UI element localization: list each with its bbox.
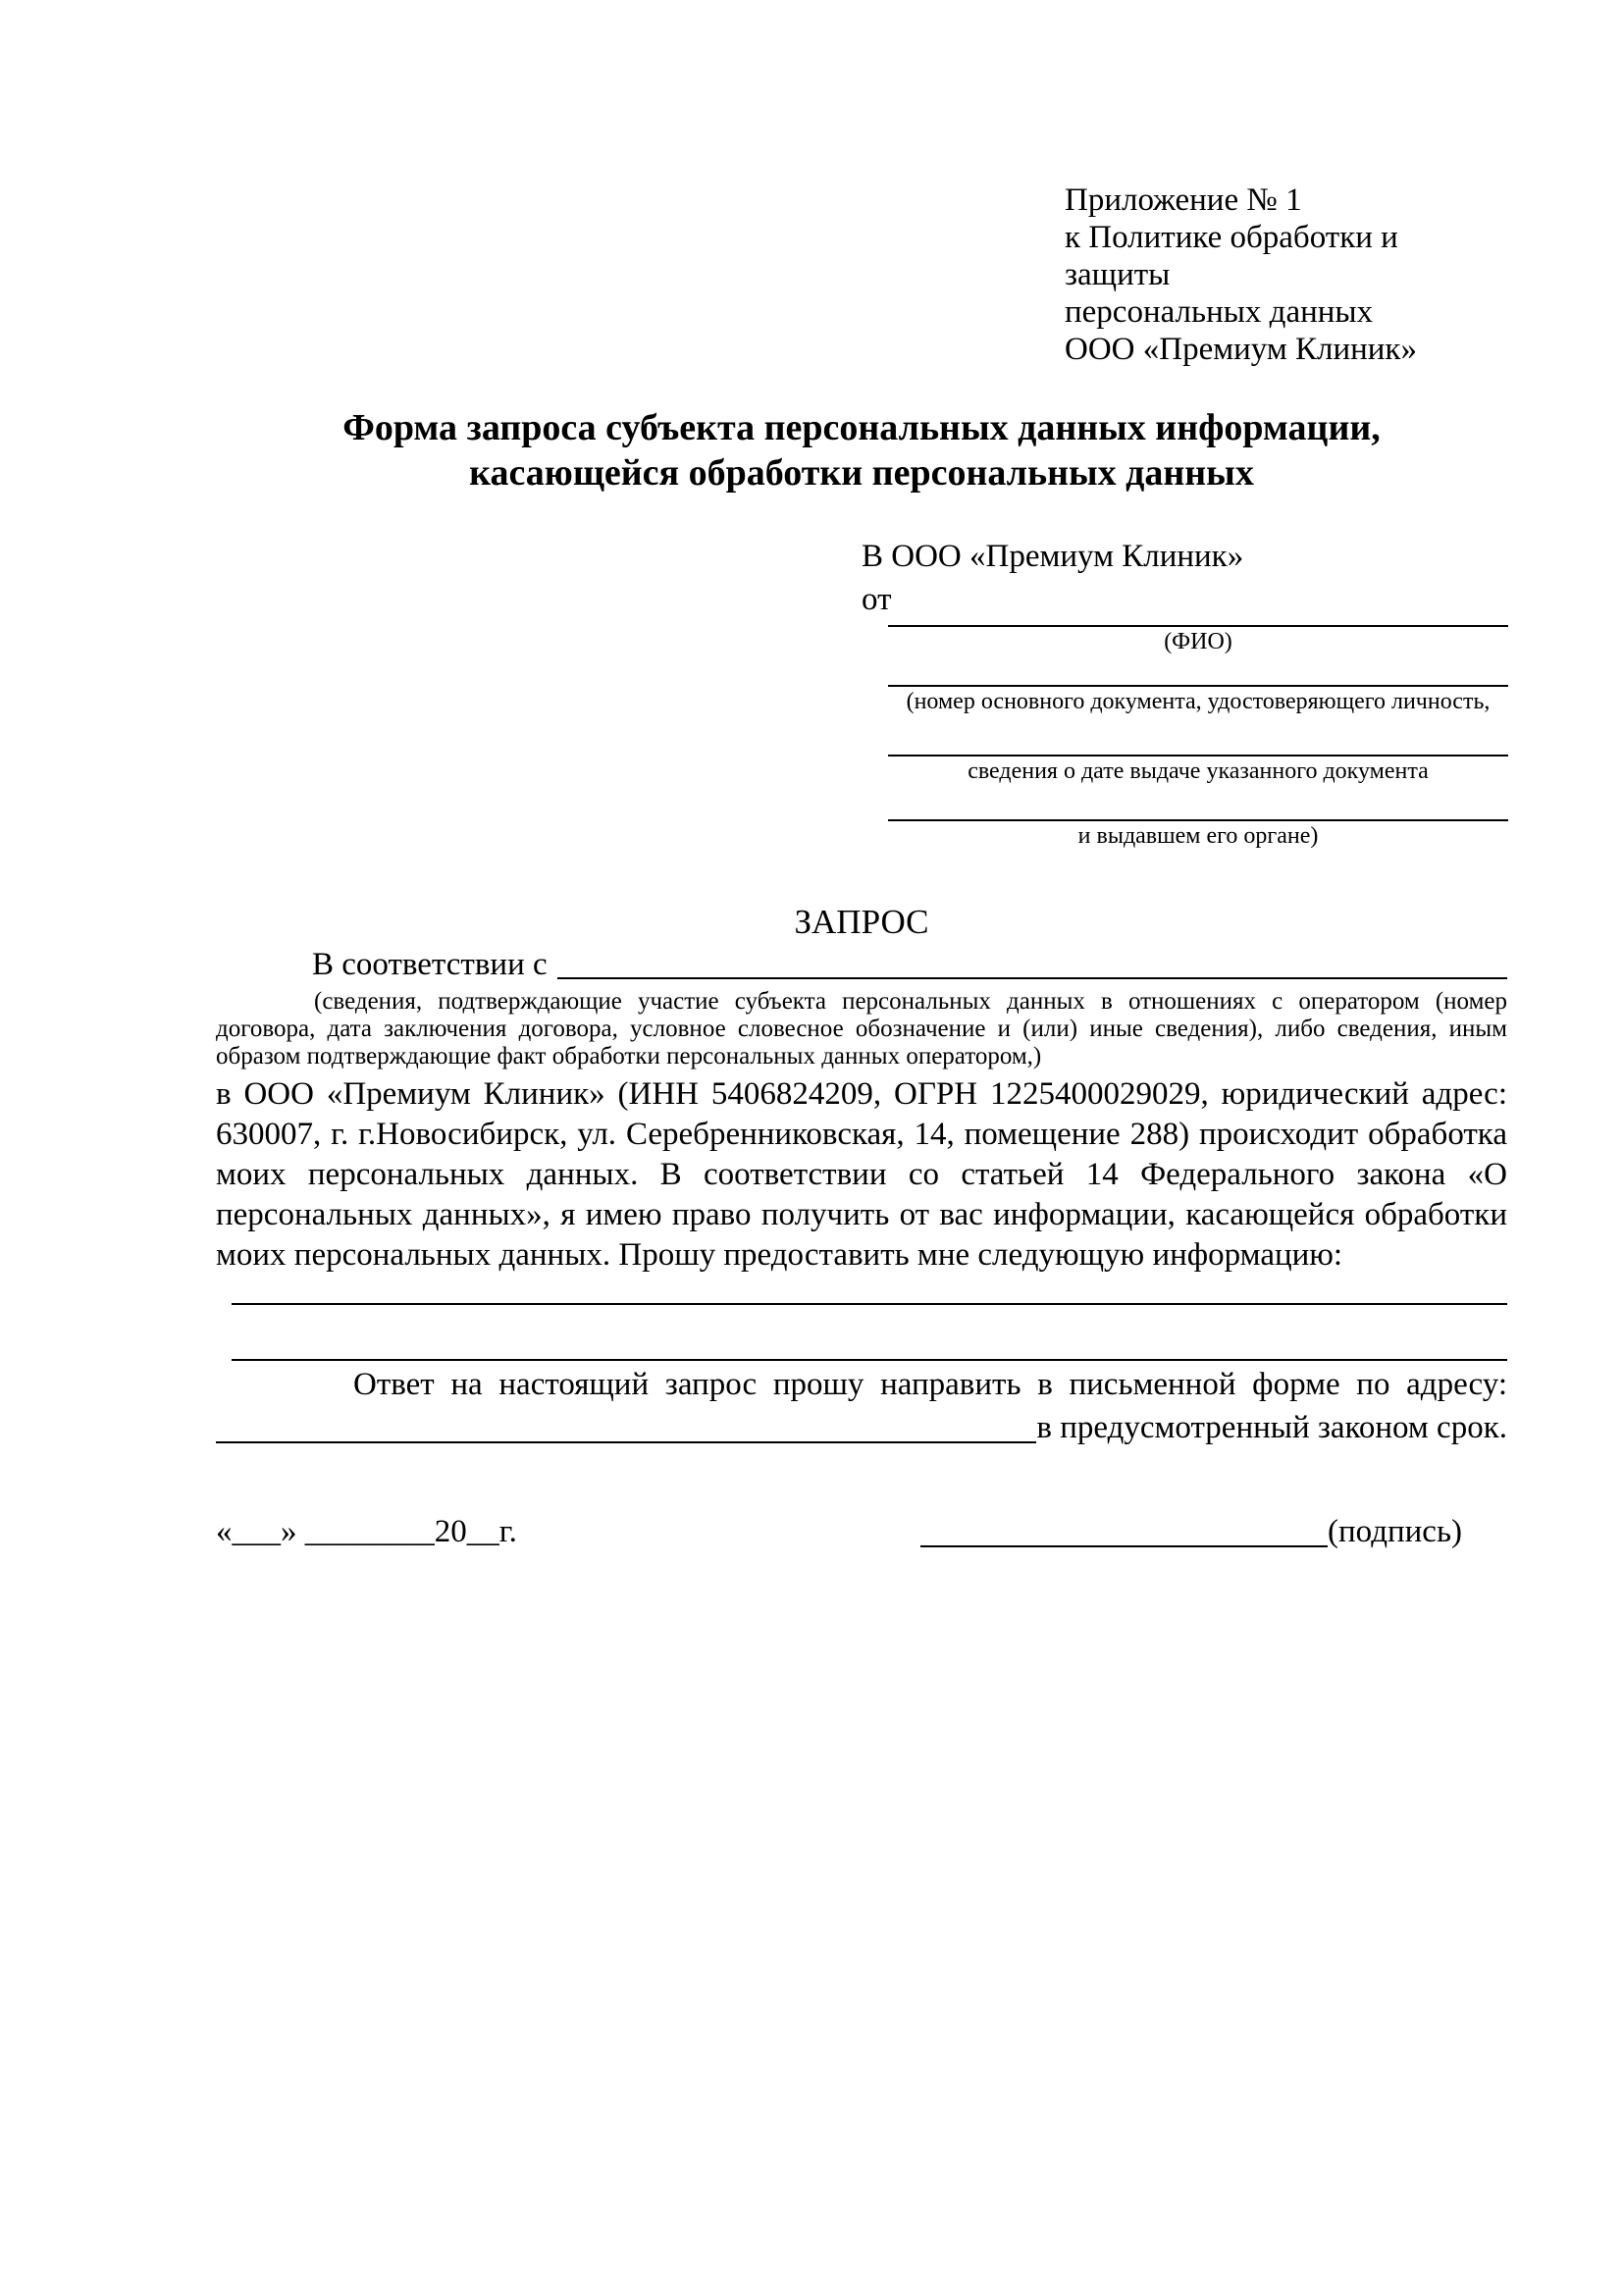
- basis-label: В соответствии с: [312, 947, 548, 982]
- signature-caption: (подпись): [1328, 1514, 1462, 1549]
- signature-group: [920, 1510, 1462, 1553]
- request-heading: ЗАПРОС: [794, 903, 929, 941]
- appendix-header-line: Приложение № 1: [1065, 183, 1302, 218]
- basis-field-line: [557, 977, 1507, 979]
- info-field-line-2: [232, 1359, 1507, 1361]
- document-title-line2: касающейся обработки персональных данных: [469, 452, 1254, 494]
- addressee-from-label: от: [862, 582, 892, 617]
- addressee-to: В ООО «Премиум Клиник»: [862, 539, 1244, 574]
- appendix-header-line: ООО «Премиум Клиник»: [1065, 332, 1417, 367]
- basis-footnote: (сведения, подтверждающие участие субъекта персональных данных в отношениях с оператором (номер договора, дата заключения договора, условное словесное обозначение и (или) иные сведения), либо сведения, иным образом подтверждающие факт обработки персональных данных оператором,): [216, 988, 1507, 1070]
- reply-deadline-row: [216, 1406, 1507, 1449]
- field-line-issue-date: [888, 755, 1508, 757]
- document-title-line1: Форма запроса субъекта персональных данных информации,: [342, 407, 1381, 448]
- signature-row: [216, 1510, 1507, 1553]
- document-title: [216, 405, 1507, 496]
- reply-address-field-line: [216, 1441, 1036, 1443]
- reply-deadline-text: в предусмотренный законом срок.: [1036, 1410, 1507, 1445]
- field-caption-fio: (ФИО): [1164, 629, 1232, 654]
- appendix-header-line: к Политике обработки и защиты: [1065, 220, 1398, 292]
- appendix-header-line: персональных данных: [1065, 294, 1374, 330]
- info-field-line-1: [232, 1303, 1507, 1305]
- appendix-header: [1065, 182, 1507, 368]
- field-line-document-number: [888, 685, 1508, 687]
- field-line-fio: [888, 625, 1508, 627]
- date-field: «___» ________20__г.: [216, 1514, 517, 1549]
- request-body-paragraph: в ООО «Премиум Клиник» (ИНН 5406824209, ОГРН 1225400029029, юридический адрес: 630007, г. г.Новосибирск, ул. Серебренниковская, 14, помещение 288) происходит обработка моих персональных данных. В соответствии со статьей 14 Федерального закона «О персональных данных», я имею право получить от вас информации, касающейся обработки моих персональных данных. Прошу предоставить мне следующую информацию:: [216, 1076, 1507, 1273]
- addressee-block: [862, 535, 1507, 621]
- field-caption-issue-date: сведения о дате выдаче указанного документа: [968, 758, 1429, 784]
- reply-address-paragraph: Ответ на настоящий запрос прошу направить в письменной форме по адресу:: [353, 1367, 1507, 1402]
- field-line-issuing-authority: [888, 819, 1508, 821]
- field-caption-document-number: (номер основного документа, удостоверяющего личность,: [906, 689, 1491, 714]
- basis-row: [216, 944, 1507, 985]
- signature-field-line: [920, 1545, 1328, 1547]
- field-caption-issuing-authority: и выдавшем его органе): [1077, 823, 1319, 849]
